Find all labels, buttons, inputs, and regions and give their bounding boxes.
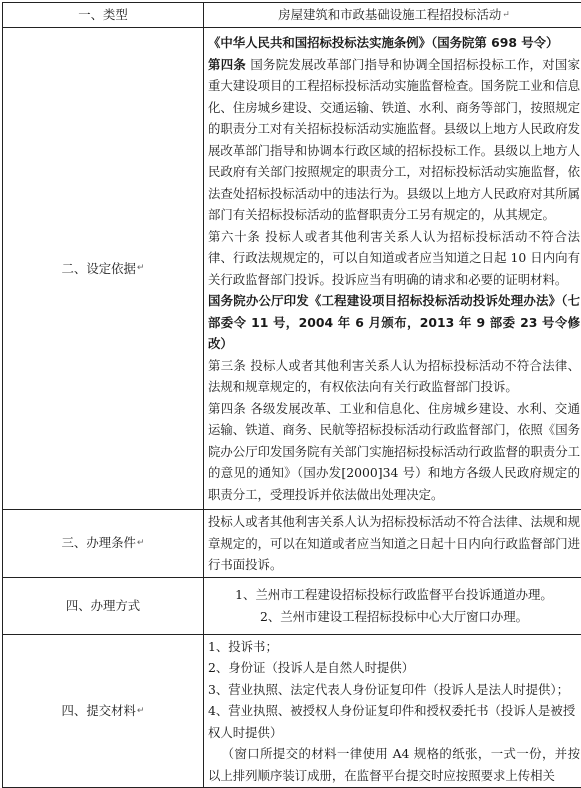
law2-article3: 第三条 投标人或者其他利害关系人认为招标投标活动不符合法律、法规和规章规定的，有权依法向有关行政监督部门投诉。 — [208, 355, 580, 398]
law1-title: 《中华人民共和国招标投标法实施条例》（国务院第 698 号令） — [208, 32, 580, 54]
materials-content — [204, 634, 581, 788]
row-materials — [3, 634, 581, 788]
basis-label: 二、设定依据↵ — [3, 28, 204, 510]
method-item: 1、兰州市工程建设招标投标行政监督平台投诉通道办理。 — [208, 584, 580, 606]
row-basis — [3, 28, 581, 510]
materials-item: 4、营业执照、被授权人身份证复印件和授权委托书（投诉人是被授权人时提供） — [208, 700, 580, 743]
paragraph-mark-icon: ↵ — [502, 10, 510, 20]
materials-item: 2、身份证（投诉人是自然人时提供） — [208, 657, 580, 679]
method-content — [204, 577, 581, 634]
materials-note: （窗口所提交的材料一律使用 A4 规格的纸张，一式一份，并按以上排列顺序装订成册，在监督平台提交时应按照要求上传相关 — [208, 743, 580, 786]
type-label: 一、类型 — [3, 3, 204, 28]
method-label: 四、办理方式 — [3, 577, 204, 634]
row-type — [3, 3, 581, 28]
paragraph-mark-icon: ↵ — [137, 706, 145, 716]
basis-content — [204, 28, 581, 510]
row-conditions — [3, 510, 581, 578]
paragraph-mark-icon: ↵ — [137, 263, 145, 273]
law2-title: 国务院办公厅印发《工程建设项目招标投标活动投诉处理办法》（七部委令 11 号，2004 年 6 月颁布，2013 年 9 部委 23 号令修改） — [208, 290, 580, 355]
materials-label: 四、提交材料↵ — [3, 634, 204, 788]
conditions-value: 投标人或者其他利害关系人认为招标投标活动不符合法律、法规和规章规定的，可以在知道或者应当知道之日起十日内向行政监督部门进行书面投诉。 — [204, 510, 581, 578]
law2-article4: 第四条 各级发展改革、工业和信息化、住房城乡建设、水利、交通运输、铁道、商务、民航等招标投标活动行政监督部门，依照《国务院办公厅印发国务院有关部门实施招标投标活动行政监督的职责分工的意见的通知》（国办发[2000]34 号）和地方各级人民政府规定的职责分工，受理投诉并依法做出处理决定。 — [208, 398, 580, 506]
materials-item: 1、投诉书； — [208, 636, 580, 658]
method-item: 2、兰州市建设工程招标投标中心大厅窗口办理。 — [208, 606, 580, 628]
conditions-label: 三、办理条件↵ — [3, 510, 204, 578]
row-method — [3, 577, 581, 634]
law1-article4: 第四条 国务院发展改革部门指导和协调全国招标投标工作，对国家重大建设项目的工程招标投标活动实施监督检查。国务院工业和信息化、住房城乡建设、交通运输、铁道、水利、商务等部门，按照规定的职责分工对有关招标投标活动实施监督。县级以上地方人民政府发展改革部门指导和协调本行政区域的招标投标工作。县级以上地方人民政府有关部门按照规定的职责分工，对招标投标活动实施监督，依法查处招标投标活动中的违法行为。县级以上地方人民政府对其所属部门有关招标投标活动的监督职责分工另有规定的，从其规定。 — [208, 54, 580, 226]
law1-article60: 第六十条 投标人或者其他利害关系人认为招标投标活动不符合法律、行政法规规定的，可以自知道或者应当知道之日起 10 日内向有关行政监督部门投诉。投诉应当有明确的请求和必要的证明材料。 — [208, 226, 580, 291]
type-value: 房屋建筑和市政基础设施工程招投标活动↵ — [204, 3, 581, 28]
materials-item: 3、营业执照、法定代表人身份证复印件（投诉人是法人时提供）； — [208, 679, 580, 701]
paragraph-mark-icon: ↵ — [137, 538, 145, 548]
info-table — [2, 2, 581, 788]
